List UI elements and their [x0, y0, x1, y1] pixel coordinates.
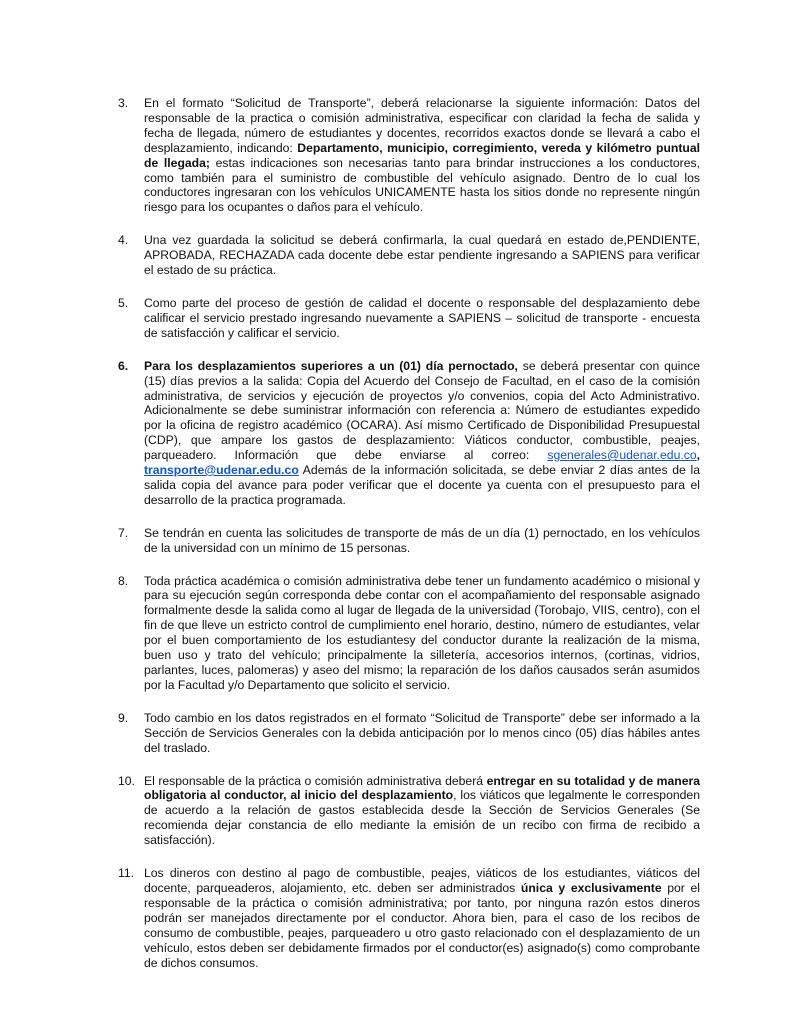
- item-text: Los dineros con destino al pago de combustible, peajes, viáticos de los estudiantes, viáticos del docente, parqueaderos, alojamiento, etc. deben ser administrados única y exclusivamente por el responsable de la práctica o comisión administrativa; por tanto, por ninguna razón estos dineros podrán ser manejados directamente por el conductor. Ahora bien, para el caso de los recibos de consumo de combustible, peajes, parqueadero u otro gasto relacionado con el desplazamiento de un vehículo, estos deben ser debidamente firmados por el conductor(es) asignado(s) como comprobante de dichos consumos.: [144, 866, 700, 970]
- list-item-7: [118, 526, 700, 556]
- bold-text: Para los desplazamientos superiores a un (01) día pernoctado,: [144, 358, 518, 373]
- numbered-list: [118, 96, 700, 988]
- item-text: Para los desplazamientos superiores a un (01) día pernoctado, se deberá presentar con quince (15) días previos a la salida: Copia del Acuerdo del Consejo de Facultad, en el caso de la comisión administrativa, de servicios y ejecución de proyectos y/o convenios, copia del Acto Administrativo. Adicionalmente se debe suministrar información con referencia a: Número de estudiantes expedido por la oficina de registro académico (OCARA). Así mismo Certificado de Disponibilidad Presupuestal (CDP), que ampare los gastos de desplazamiento: Viáticos conductor, combustible, peajes, parqueadero. Información que debe enviarse al correo: sgenerales@udenar.edu.co, transporte@udenar.edu.co Además de la información solicitada, se debe enviar 2 días antes de la salida copia del avance para poder verificar que el docente ya cuenta con el presupuesto para el desarrollo de la practica programada.: [144, 358, 700, 507]
- list-item-11: [118, 866, 700, 970]
- list-item-10: [118, 774, 700, 849]
- item-number: 10.: [118, 773, 135, 788]
- email-link-transporte[interactable]: transporte@udenar.edu.co: [144, 463, 299, 478]
- list-item-5: [118, 296, 700, 341]
- item-number: 6.: [118, 358, 129, 373]
- item-text: Toda práctica académica o comisión administrativa debe tener un fundamento académico o misional y para su ejecución según corresponda debe contar con el acompañamiento del responsable asignado formalmente desde la salida como al lugar de llegada de la universidad (Torobajo, VIIS, centro), con el fin de que lleve un estricto control de cumplimiento enel horario, destino, número de estudiantes, velar por el buen comportamiento de los estudiantesy del conductor durante la realización de la misma, buen uso y trato del vehículo; principalmente la silletería, accesorios internos, (cortinas, vidrios, parlantes, luces, palomeras) y aseo del mismo; la reparación de los daños causados serán asumidos por la Facultad y/o Departamento que solicito el servicio.: [144, 573, 700, 692]
- bold-text: Departamento, municipio, corregimiento, vereda y kilómetro puntual de llegada;: [144, 140, 701, 170]
- item-number: 11.: [118, 866, 135, 881]
- item-number: 3.: [118, 96, 129, 110]
- item-number: 4.: [118, 233, 129, 248]
- list-item-9: [118, 711, 700, 756]
- email-link-sgenerales[interactable]: sgenerales@udenar.edu.co: [547, 448, 697, 463]
- bold-text: única y exclusivamente: [520, 880, 662, 895]
- bold-text: entregar en su totalidad y de manera obligatoria al conductor, al inicio del desplazamiento: [144, 773, 701, 803]
- item-text: Como parte del proceso de gestión de calidad el docente o responsable del desplazamiento debe calificar el servicio prestado ingresando nuevamente a SAPIENS – solicitud de transporte - encuesta de satisfacción y calificar el servicio.: [144, 295, 700, 340]
- item-text: Se tendrán en cuenta las solicitudes de transporte de más de un día (1) pernoctado, en los vehículos de la universidad con un mínimo de 15 personas.: [144, 525, 700, 555]
- list-item-3: [118, 96, 700, 215]
- item-text: Todo cambio en los datos registrados en el formato “Solicitud de Transporte” debe ser informado a la Sección de Servicios Generales con la debida anticipación por lo menos cinco (05) días hábiles antes del traslado.: [144, 710, 700, 755]
- item-number: 8.: [118, 573, 129, 588]
- item-number: 9.: [118, 710, 129, 725]
- item-text: En el formato “Solicitud de Transporte”, deberá relacionarse la siguiente información: Datos del responsable de la practica o comisión administrativa, especificar con claridad la fecha de salida y fecha de llegada, número de estudiantes y docentes, recorridos exactos donde se llevará a cabo el desplazamiento, indicando: Departamento, municipio, corregimiento, vereda y kilómetro puntual de llegada; estas indicaciones son necesarias tanto para brindar instrucciones a los conductores, como también para el suministro de combustible del vehículo asignado. Dentro de lo cual los conductores ingresaran con los vehículos UNICAMENTE hasta los sitios donde no represente ningún riesgo para los ocupantes o daños para el vehículo.: [144, 96, 701, 215]
- item-text: El responsable de la práctica o comisión administrativa deberá entregar en su totalidad y de manera obligatoria al conductor, al inicio del desplazamiento, los viáticos que legalmente le corresponden de acuerdo a la relación de gastos establecida desde la Sección de Servicios Generales (Se recomienda dejar constancia de ello mediante la emisión de un recibo con firma de recibido a satisfacción).: [144, 773, 701, 848]
- item-number: 5.: [118, 295, 129, 310]
- list-item-6: [118, 359, 700, 508]
- item-number: 7.: [118, 525, 129, 540]
- list-item-4: [118, 233, 700, 278]
- item-text: Una vez guardada la solicitud se deberá confirmarla, la cual quedará en estado de,PENDIENTE, APROBADA, RECHAZADA cada docente debe estar pendiente ingresando a SAPIENS para verificar el estado de su práctica.: [144, 233, 700, 278]
- list-item-8: [118, 574, 700, 693]
